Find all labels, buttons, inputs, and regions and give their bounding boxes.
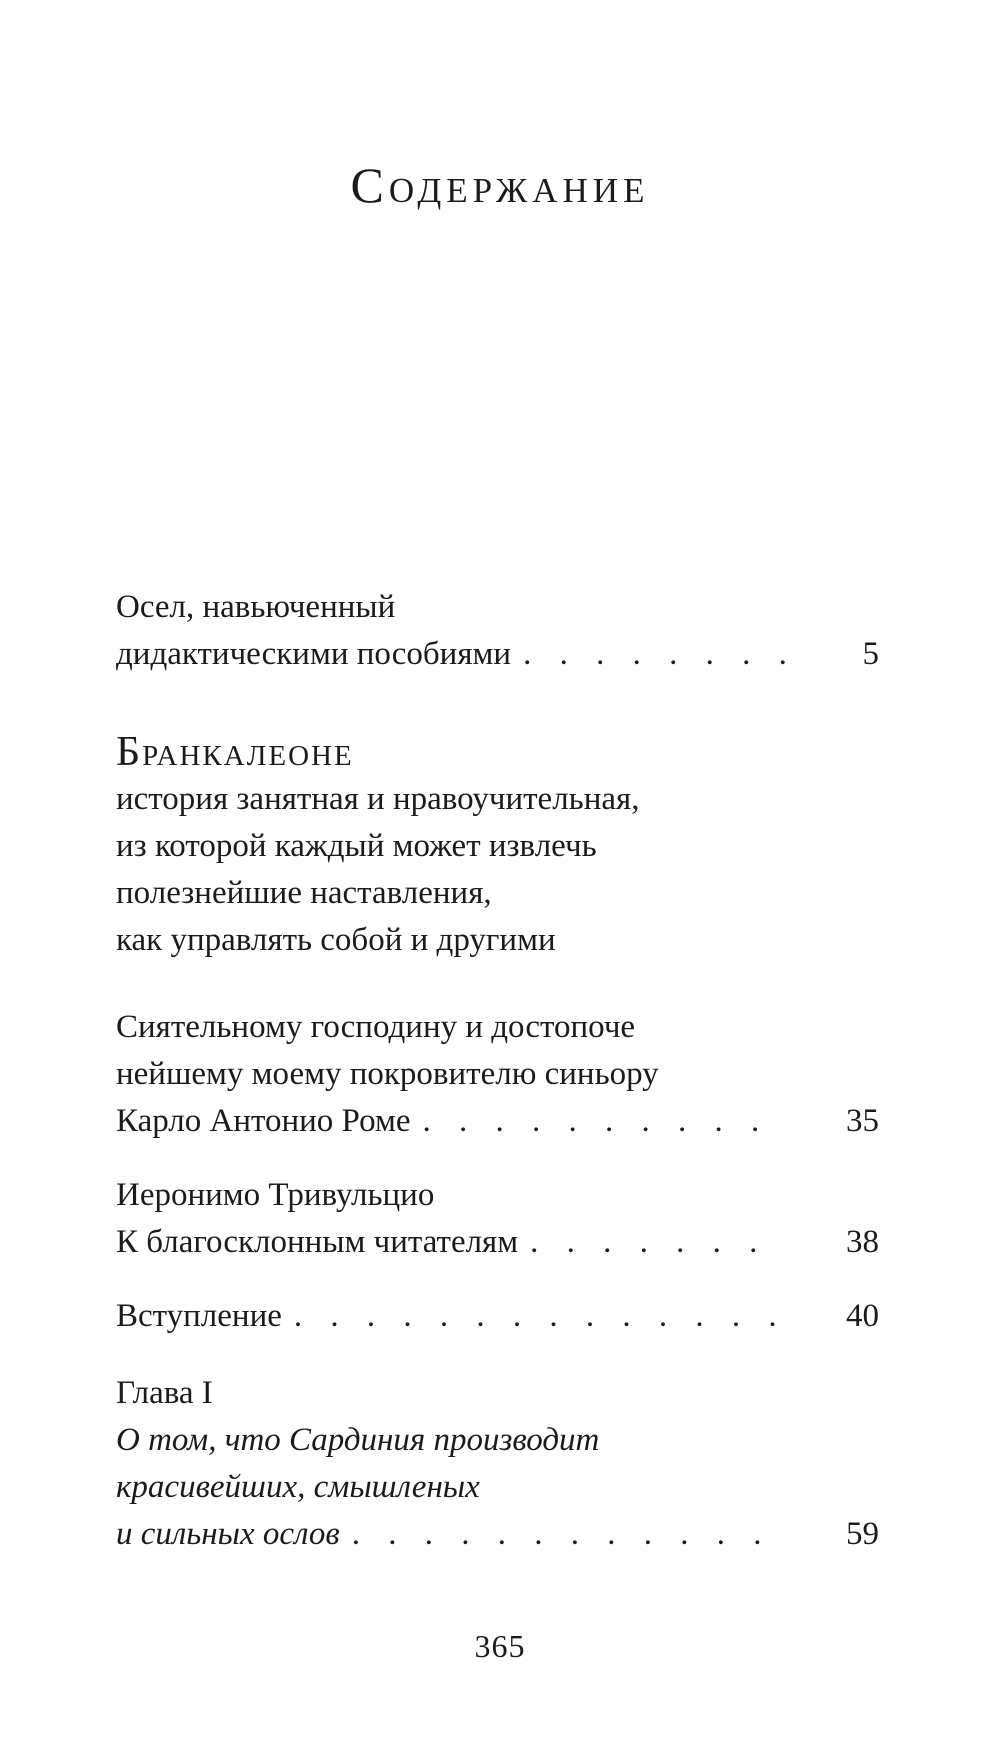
- toc-entry-text: Осел, навьюченный: [116, 589, 396, 625]
- toc-entry-osel[interactable]: [116, 584, 879, 678]
- section-heading: Бранкалеоне: [116, 729, 354, 775]
- dot-leader: [523, 631, 785, 678]
- toc-entry-text: дидактическими пособиями: [116, 636, 512, 672]
- dot-leader: [530, 1219, 785, 1266]
- toc-entry-text: нейшему моему покровителю синьору: [116, 1056, 659, 1092]
- toc-page-number: 59: [846, 1516, 879, 1552]
- toc-entry-text: Карло Антонио Роме: [116, 1103, 411, 1139]
- toc-entry-text: и сильных ослов: [116, 1516, 340, 1552]
- toc-entry-text: О том, что Сардиния производит: [116, 1422, 600, 1458]
- toc-entry-chapter-1[interactable]: [116, 1370, 879, 1558]
- toc-entry-text: Иеронимо Тривульцио: [116, 1177, 435, 1213]
- toc-page-number: 40: [846, 1298, 879, 1334]
- toc-entry-text: Глава I: [116, 1375, 213, 1411]
- toc-entry-text: Сиятельному господину и достопоче: [116, 1009, 636, 1045]
- section-subtitle-line: полезнейшие наставления,: [116, 875, 492, 911]
- toc-entry-text: К благосклонным читателям: [116, 1224, 519, 1260]
- toc-entry-introduction[interactable]: [116, 1293, 879, 1340]
- page-title: Содержание: [350, 157, 650, 213]
- table-of-contents: [116, 584, 879, 1558]
- dot-leader: [423, 1098, 786, 1145]
- toc-page-number: 35: [846, 1103, 879, 1139]
- toc-entry-readers[interactable]: [116, 1172, 879, 1266]
- toc-page-number: 38: [846, 1224, 879, 1260]
- toc-entry-text: красивейших, смышленых: [116, 1469, 480, 1505]
- section-subtitle-line: из которой каждый может извлечь: [116, 828, 597, 864]
- toc-entry-text: Вступление: [116, 1298, 282, 1334]
- dot-leader: [294, 1293, 785, 1340]
- page-number: 365: [474, 1628, 526, 1664]
- dot-leader: [352, 1511, 785, 1558]
- toc-page-number: 5: [862, 636, 879, 672]
- section-subtitle-line: история занятная и нравоучительная,: [116, 781, 640, 817]
- toc-section-brancaleone: [116, 728, 879, 964]
- section-subtitle-line: как управлять собой и другими: [116, 922, 556, 958]
- toc-entry-dedication[interactable]: [116, 1004, 879, 1145]
